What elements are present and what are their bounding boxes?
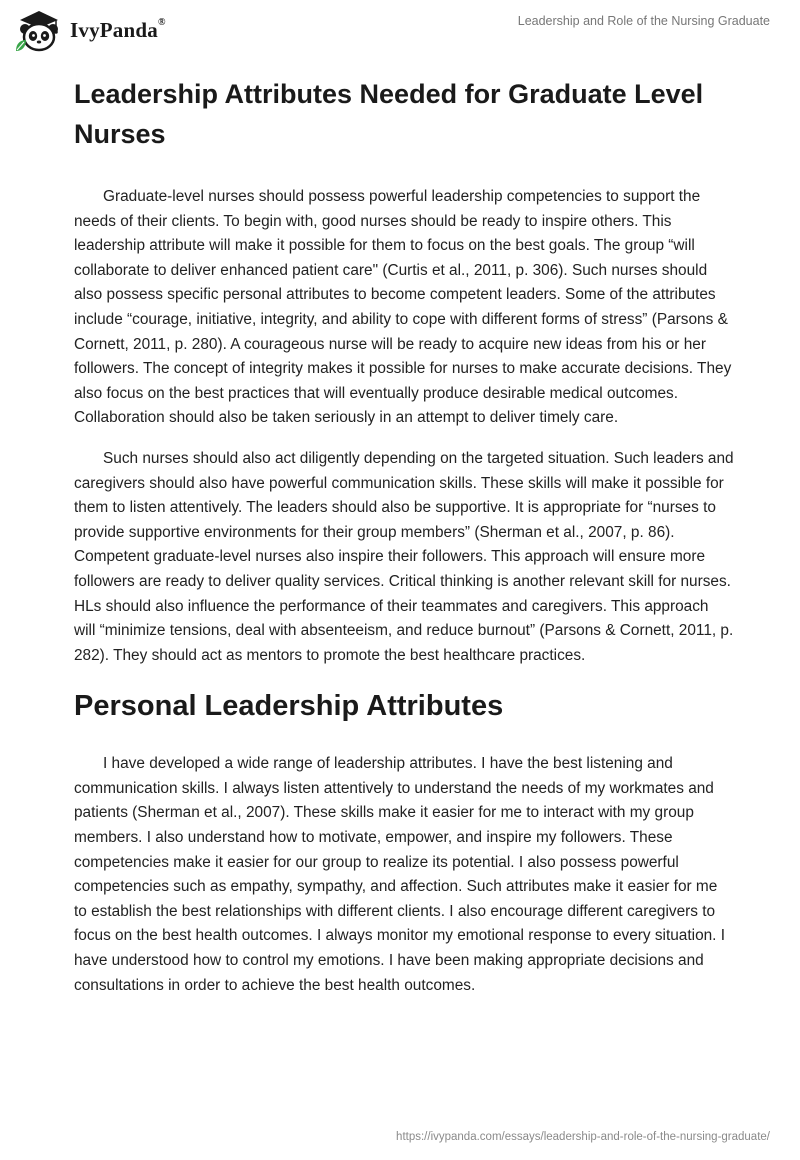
paragraph: Such nurses should also act diligently depending on the targeted situation. Such leaders and caregivers should also have powerful communication skills. These skills will make it possible for them to listen attentively. The leaders should also be supportive. It is appropriate for “nurses to provide supportive environments for their group members” (Sherman et al., 2007, p. 86). Competent graduate-level nurses also inspire their followers. This approach will ensure more followers are ready to deliver quality services. Critical thinking is another relevant skill for nurses. HLs should also influence the performance of their teammates and caregivers. This approach will “minimize tensions, deal with absenteeism, and reduce burnout” (Parsons & Cornett, 2011, p. 282). They should act as mentors to promote the best healthcare practices. (74, 449, 734, 664)
document-title: Leadership and Role of the Nursing Graduate (517, 14, 770, 28)
essay-content (74, 74, 734, 998)
paragraph: Graduate-level nurses should possess powerful leadership competencies to support the needs of their clients. To begin with, good nurses should be ready to inspire others. This leadership attribute will make it possible for them to focus on the best goals. The group “will collaborate to deliver enhanced patient care" (Curtis et al., 2011, p. 306). Such nurses should also possess specific personal attributes to become competent leaders. Some of the attributes include “courage, initiative, integrity, and ability to cope with different forms of stress” (Parsons & Cornett, 2011, p. 280). A courageous nurse will be ready to acquire new ideas from his or her followers. The concept of integrity makes it possible for nurses to make accurate decisions. They also focus on the best practices that will eventually produce desirable medical outcomes. Collaboration should also be taken seriously in an attempt to deliver timely care. (74, 188, 732, 427)
paragraph: I have developed a wide range of leadership attributes. I have the best listening and communication skills. I always listen attentively to understand the needs of my workmates and patients (Sherman et al., 2007). These skills make it easier for me to interact with my group members. I also understand how to motivate, empower, and inspire my followers. These competencies make it easier for our group to realize its potential. I also possess powerful competencies such as empathy, sympathy, and affection. Such attributes make it easier for me to establish the best relationships with different clients. I also encourage different caregivers to focus on the best health outcomes. I always monitor my emotional response to every situation. I have understood how to control my emotions. I have been making appropriate decisions and consultations in order to achieve the best health outcomes. (74, 755, 726, 994)
panda-graduate-icon (12, 7, 64, 53)
source-url-link[interactable]: https://ivypanda.com/essays/leadership-and-role-of-the-nursing-graduate/ (396, 1131, 770, 1143)
page-header (0, 0, 800, 60)
section-heading: Leadership Attributes Needed for Graduate Level Nurses (74, 79, 704, 149)
ivypanda-logo[interactable] (12, 7, 166, 53)
brand-name: IvyPanda® (70, 16, 166, 42)
section-heading: Personal Leadership Attributes (74, 690, 504, 723)
registered-mark: ® (157, 16, 166, 28)
